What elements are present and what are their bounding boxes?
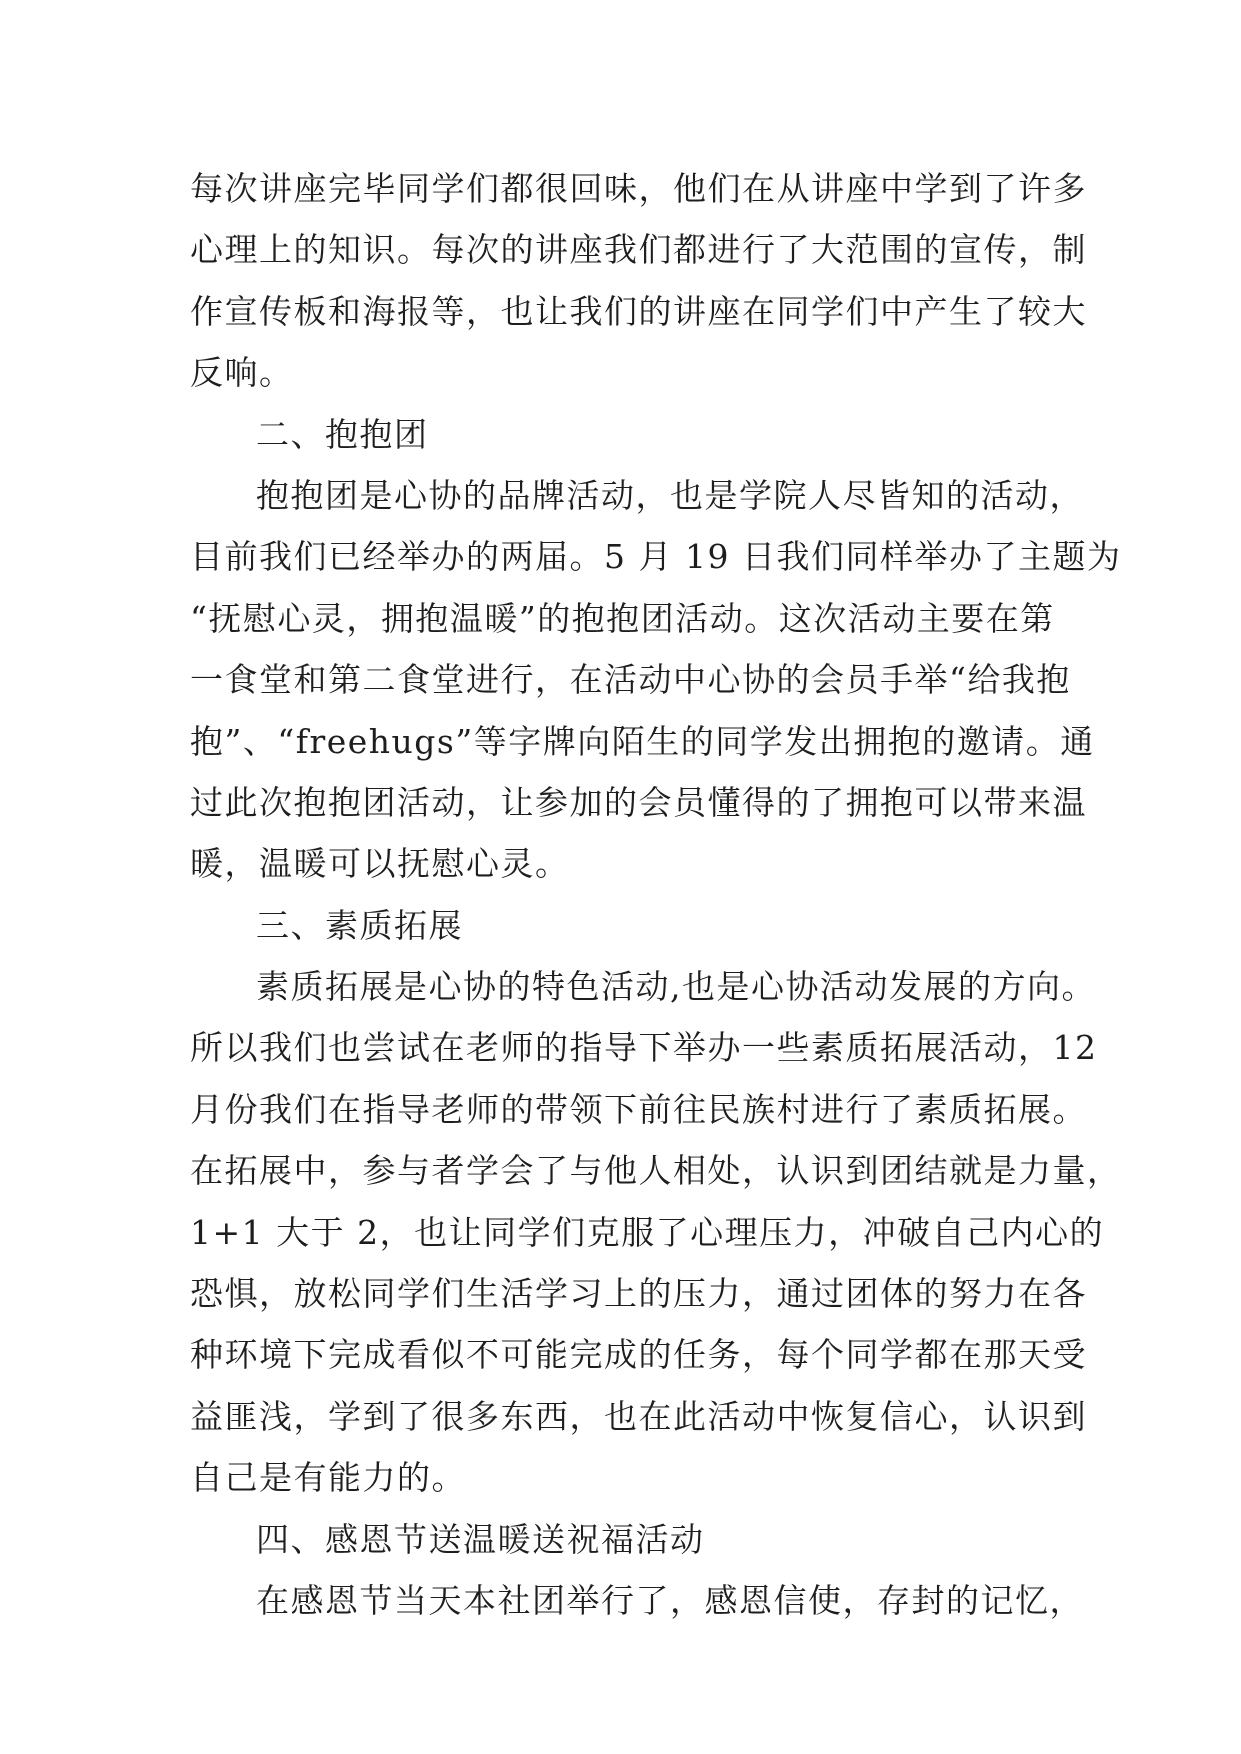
text-line: 所以我们也尝试在老师的指导下举办一些素质拓展活动，12 xyxy=(190,1028,1098,1068)
text-line: 作宣传板和海报等，也让我们的讲座在同学们中产生了较大 xyxy=(190,291,1087,331)
text-line: 1+1 大于 2，也让同学们克服了心理压力，冲破自己内心的 xyxy=(190,1212,1105,1252)
section-heading: 三、素质拓展 xyxy=(256,905,463,945)
text-line: 心理上的知识。每次的讲座我们都进行了大范围的宣传，制 xyxy=(190,230,1087,270)
section-heading: 四、感恩节送温暖送祝福活动 xyxy=(256,1519,705,1559)
text-line: 自己是有能力的。 xyxy=(190,1458,466,1498)
text-line: 月份我们在指导老师的带领下前往民族村进行了素质拓展。 xyxy=(190,1089,1087,1129)
text-line: 抱”、“freehugs”等字牌向陌生的同学发出拥抱的邀请。通 xyxy=(190,721,1095,761)
text-line: 每次讲座完毕同学们都很回味，他们在从讲座中学到了许多 xyxy=(190,169,1087,208)
text-line: 益匪浅，学到了很多东西，也在此活动中恢复信心，认识到 xyxy=(190,1396,1087,1436)
text-line: 反响。 xyxy=(190,353,294,393)
section-heading: 二、抱抱团 xyxy=(256,414,429,454)
text-line: 过此次抱抱团活动，让参加的会员懂得的了拥抱可以带来温 xyxy=(190,782,1087,822)
text-line: 在拓展中，参与者学会了与他人相处，认识到团结就是力量， xyxy=(190,1151,1122,1191)
text-line: 种环境下完成看似不可能完成的任务，每个同学都在那天受 xyxy=(190,1335,1087,1375)
text-line: 抱抱团是心协的品牌活动，也是学院人尽皆知的活动， xyxy=(256,475,1084,515)
text-line: 目前我们已经举办的两届。5 月 19 日我们同样举办了主题为 xyxy=(190,537,1122,577)
text-line: 在感恩节当天本社团举行了，感恩信使，存封的记忆， xyxy=(256,1580,1084,1620)
text-line: 素质拓展是心协的特色活动,也是心协活动发展的方向。 xyxy=(256,967,1096,1007)
text-line: “抚慰心灵，拥抱温暖”的抱抱团活动。这次活动主要在第 xyxy=(190,598,1055,638)
body-text xyxy=(190,158,1122,1631)
text-line: 暖，温暖可以抚慰心灵。 xyxy=(190,844,570,884)
text-line: 一食堂和第二食堂进行，在活动中心协的会员手举“给我抱 xyxy=(190,660,1071,700)
text-line: 恐惧，放松同学们生活学习上的压力，通过团体的努力在各 xyxy=(190,1274,1087,1314)
